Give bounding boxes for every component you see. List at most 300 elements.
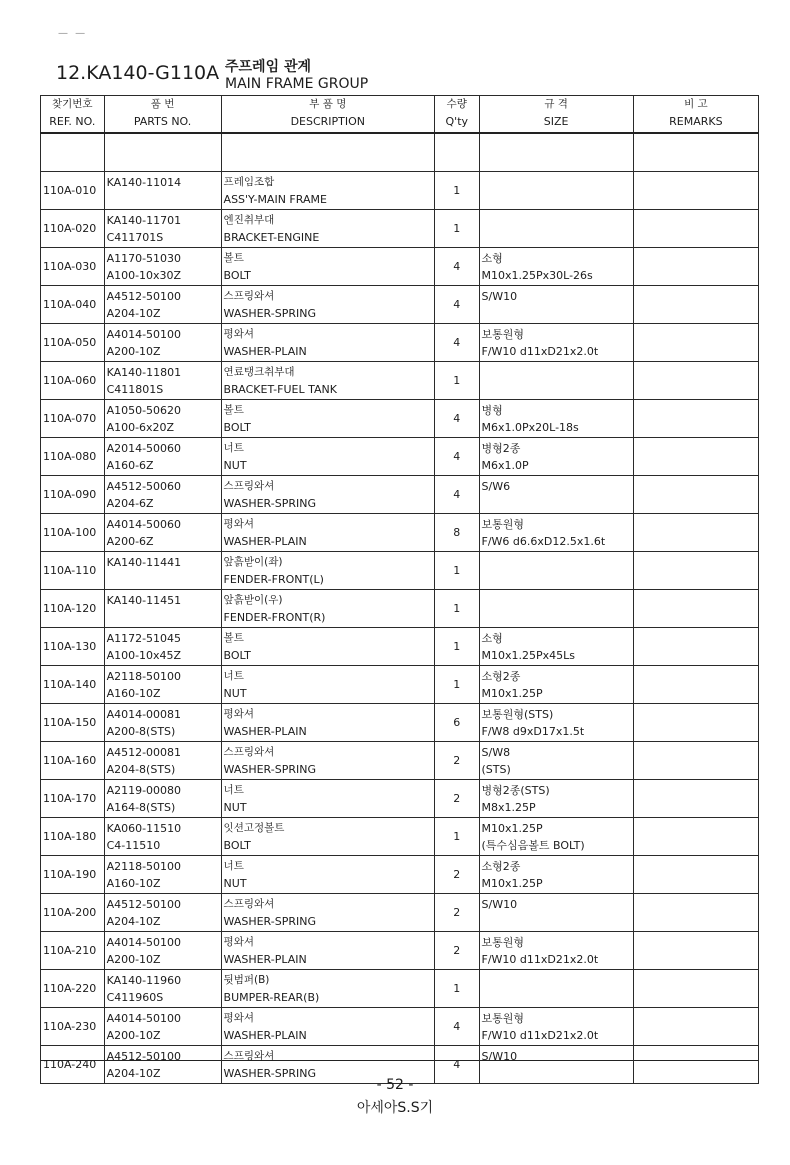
table-row — [41, 551, 759, 589]
remarks-cell — [633, 361, 758, 399]
parts-no-cell — [104, 551, 221, 589]
col-header-size: 규 격 SIZE — [479, 96, 633, 134]
ref-no-cell: 110A-110 — [41, 551, 105, 589]
size-line-1: 소형 — [481, 251, 503, 265]
table-row — [41, 969, 759, 1007]
description-english: FENDER-FRONT(R) — [223, 610, 326, 624]
parts-no-secondary — [107, 192, 221, 209]
description-english: BRACKET-ENGINE — [223, 230, 320, 244]
size-line-1: 보통원형 — [481, 327, 525, 341]
description-english: WASHER-PLAIN — [223, 952, 307, 966]
description-english: WASHER-SPRING — [223, 306, 316, 320]
description-korean: 스프링와셔 — [223, 897, 275, 910]
table-row — [41, 513, 759, 551]
size-line-2: F/W6 d6.6xD12.5x1.6t — [481, 534, 606, 548]
size-line-1: S/W10 — [481, 1049, 518, 1063]
parts-no-secondary: A100-6x20Z — [106, 420, 175, 434]
qty-cell: 1 — [435, 551, 479, 589]
description-cell — [221, 855, 435, 893]
parts-no-secondary — [107, 610, 221, 627]
table-row — [41, 665, 759, 703]
table-row — [41, 247, 759, 285]
parts-no-secondary: A164-8(STS) — [106, 800, 176, 814]
ref-no-cell: 110A-180 — [41, 817, 105, 855]
parts-no-primary: A4512-50100 — [106, 1049, 182, 1063]
table-row — [41, 817, 759, 855]
col-header-ref: 찾기번호 REF. NO. — [41, 96, 105, 134]
description-english: WASHER-PLAIN — [223, 344, 307, 358]
size-line-1: S/W8 — [481, 745, 511, 759]
description-korean: 연료탱크취부대 — [223, 365, 295, 378]
parts-no-primary: A4512-50100 — [106, 289, 182, 303]
parts-no-primary: KA140-11441 — [106, 555, 182, 569]
description-english: NUT — [223, 458, 247, 472]
size-line-1 — [482, 365, 633, 382]
size-cell — [479, 741, 633, 779]
table-row — [41, 893, 759, 931]
parts-no-primary: KA140-11014 — [106, 175, 182, 189]
parts-no-cell — [104, 665, 221, 703]
group-title-english: MAIN FRAME GROUP — [225, 76, 369, 92]
parts-no-cell — [104, 779, 221, 817]
table-row — [41, 779, 759, 817]
description-korean: 앞흙받이(우) — [223, 593, 283, 606]
parts-no-cell — [104, 969, 221, 1007]
parts-no-secondary — [107, 572, 221, 589]
qty-cell: 4 — [435, 475, 479, 513]
size-line-2: F/W8 d9xD17x1.5t — [481, 724, 585, 738]
col-header-description: 부 품 명 DESCRIPTION — [221, 96, 435, 134]
description-english: NUT — [223, 876, 247, 890]
size-cell — [479, 893, 633, 931]
parts-no-cell — [104, 703, 221, 741]
size-cell — [479, 665, 633, 703]
qty-cell: 2 — [435, 779, 479, 817]
size-cell — [479, 437, 633, 475]
remarks-cell — [633, 589, 758, 627]
description-korean: 스프링와셔 — [223, 745, 275, 758]
parts-table — [40, 95, 759, 1084]
description-cell — [221, 627, 435, 665]
parts-no-cell — [104, 817, 221, 855]
remarks-cell — [633, 323, 758, 361]
description-korean: 평와셔 — [223, 327, 254, 340]
size-line-1: 소형 — [481, 631, 503, 645]
table-row — [41, 171, 759, 209]
table-row — [41, 209, 759, 247]
qty-cell: 4 — [435, 247, 479, 285]
remarks-cell — [633, 627, 758, 665]
description-korean: 볼트 — [223, 251, 244, 264]
parts-no-cell — [104, 589, 221, 627]
ref-no-cell: 110A-040 — [41, 285, 105, 323]
size-cell — [479, 627, 633, 665]
parts-no-cell — [104, 931, 221, 969]
size-line-1: 병형2종 — [481, 441, 521, 455]
remarks-cell — [633, 817, 758, 855]
qty-cell: 1 — [435, 627, 479, 665]
description-cell — [221, 171, 435, 209]
parts-no-cell — [104, 741, 221, 779]
qty-cell: 4 — [435, 1007, 479, 1045]
description-cell — [221, 703, 435, 741]
description-korean: 스프링와셔 — [223, 1049, 275, 1062]
parts-no-primary: A4512-50100 — [106, 897, 182, 911]
qty-cell: 4 — [435, 399, 479, 437]
size-line-1 — [482, 213, 633, 230]
table-row — [41, 1007, 759, 1045]
description-cell — [221, 817, 435, 855]
size-line-2: M10x1.25P — [481, 876, 543, 890]
table-row — [41, 399, 759, 437]
top-dash-mark: — — — [58, 28, 88, 39]
remarks-cell — [633, 969, 758, 1007]
size-cell — [479, 171, 633, 209]
description-cell — [221, 323, 435, 361]
parts-no-cell — [104, 627, 221, 665]
description-korean: 엔진취부대 — [223, 213, 275, 226]
group-title-korean: 주프레임 관계 — [225, 59, 312, 75]
size-line-2 — [482, 306, 633, 323]
size-line-1: S/W6 — [481, 479, 511, 493]
size-line-1 — [482, 973, 633, 990]
table-row — [41, 931, 759, 969]
ref-no-cell: 110A-020 — [41, 209, 105, 247]
size-line-1 — [482, 593, 633, 610]
header-spacer-row — [41, 133, 759, 171]
size-line-1 — [482, 175, 633, 192]
size-line-2: F/W10 d11xD21x2.0t — [481, 952, 599, 966]
page-number: - 52 - — [376, 1077, 414, 1093]
parts-no-cell — [104, 893, 221, 931]
ref-no-cell: 110A-220 — [41, 969, 105, 1007]
description-korean: 평와셔 — [223, 707, 254, 720]
ref-no-cell: 110A-230 — [41, 1007, 105, 1045]
parts-no-primary: A4014-50100 — [106, 327, 182, 341]
remarks-cell — [633, 475, 758, 513]
description-korean: 프레임조합 — [223, 175, 275, 188]
ref-no-cell: 110A-030 — [41, 247, 105, 285]
ref-no-cell: 110A-140 — [41, 665, 105, 703]
size-cell — [479, 209, 633, 247]
qty-cell: 2 — [435, 893, 479, 931]
parts-table-body — [41, 133, 759, 1083]
parts-no-primary: KA140-11451 — [106, 593, 182, 607]
size-line-2 — [482, 572, 633, 589]
size-line-2: M6x1.0P — [481, 458, 529, 472]
ref-no-cell: 110A-050 — [41, 323, 105, 361]
qty-cell: 4 — [435, 1045, 479, 1083]
parts-no-secondary: C411701S — [106, 230, 164, 244]
size-line-1: 소형2종 — [481, 859, 521, 873]
ref-no-cell: 110A-190 — [41, 855, 105, 893]
description-english: WASHER-PLAIN — [223, 1028, 307, 1042]
description-english: WASHER-SPRING — [223, 762, 316, 776]
parts-no-secondary: A160-10Z — [106, 876, 161, 890]
parts-no-primary: A4014-00081 — [106, 707, 182, 721]
description-cell — [221, 285, 435, 323]
remarks-cell — [633, 931, 758, 969]
remarks-cell — [633, 437, 758, 475]
description-cell — [221, 475, 435, 513]
description-cell — [221, 437, 435, 475]
description-english: WASHER-PLAIN — [223, 534, 307, 548]
ref-no-cell: 110A-240 — [41, 1045, 105, 1083]
qty-cell: 8 — [435, 513, 479, 551]
description-cell — [221, 969, 435, 1007]
remarks-cell — [633, 399, 758, 437]
parts-no-secondary: C4-11510 — [106, 838, 161, 852]
parts-no-secondary: A200-6Z — [106, 534, 154, 548]
size-line-1: 소형2종 — [481, 669, 521, 683]
qty-cell: 4 — [435, 285, 479, 323]
parts-no-secondary: A200-10Z — [106, 1028, 161, 1042]
description-cell — [221, 209, 435, 247]
description-korean: 뒷범퍼(B) — [223, 973, 270, 986]
parts-no-primary: A4512-00081 — [106, 745, 182, 759]
description-english: WASHER-SPRING — [223, 914, 316, 928]
description-english: NUT — [223, 686, 247, 700]
size-cell — [479, 285, 633, 323]
size-line-1: 보통원형(STS) — [481, 707, 554, 721]
size-line-1: 병형2종(STS) — [481, 783, 550, 797]
size-cell — [479, 361, 633, 399]
description-korean: 평와셔 — [223, 517, 254, 530]
parts-no-cell — [104, 323, 221, 361]
description-cell — [221, 1007, 435, 1045]
description-english: FENDER-FRONT(L) — [223, 572, 324, 586]
table-row — [41, 741, 759, 779]
ref-no-cell: 110A-160 — [41, 741, 105, 779]
size-line-2 — [482, 382, 633, 399]
parts-no-primary: A4512-50060 — [106, 479, 182, 493]
table-row — [41, 703, 759, 741]
remarks-cell — [633, 665, 758, 703]
description-korean: 스프링와셔 — [223, 479, 275, 492]
size-line-1: M10x1.25P — [481, 821, 543, 835]
remarks-cell — [633, 703, 758, 741]
description-korean: 너트 — [223, 669, 244, 682]
parts-no-primary: A2014-50060 — [106, 441, 182, 455]
size-line-2 — [482, 496, 633, 513]
remarks-cell — [633, 551, 758, 589]
qty-cell: 1 — [435, 969, 479, 1007]
description-korean: 너트 — [223, 783, 244, 796]
parts-no-primary: A1050-50620 — [106, 403, 182, 417]
ref-no-cell: 110A-090 — [41, 475, 105, 513]
remarks-cell — [633, 285, 758, 323]
size-line-2 — [482, 230, 633, 247]
group-code-title: 12.KA140-G110A — [56, 62, 220, 84]
description-english: ASS'Y-MAIN FRAME — [223, 192, 327, 206]
parts-no-cell — [104, 285, 221, 323]
table-row — [41, 627, 759, 665]
qty-cell: 1 — [435, 361, 479, 399]
parts-no-secondary: A204-6Z — [106, 496, 154, 510]
remarks-cell — [633, 779, 758, 817]
table-row — [41, 437, 759, 475]
description-korean: 스프링와셔 — [223, 289, 275, 302]
description-korean: 평와셔 — [223, 1011, 254, 1024]
parts-no-secondary: A204-10Z — [106, 306, 161, 320]
description-cell — [221, 513, 435, 551]
remarks-cell — [633, 513, 758, 551]
description-english: BOLT — [223, 268, 251, 282]
table-row — [41, 361, 759, 399]
parts-no-primary: A2119-00080 — [106, 783, 182, 797]
table-row — [41, 285, 759, 323]
col-header-remarks: 비 고 REMARKS — [633, 96, 758, 134]
description-english: BOLT — [223, 838, 251, 852]
description-korean: 볼트 — [223, 631, 244, 644]
size-line-2 — [482, 192, 633, 209]
size-line-2 — [482, 610, 633, 627]
description-cell — [221, 741, 435, 779]
description-english: WASHER-SPRING — [223, 1066, 316, 1080]
description-english: BOLT — [223, 648, 251, 662]
description-english: BRACKET-FUEL TANK — [223, 382, 337, 396]
parts-no-cell — [104, 171, 221, 209]
description-cell — [221, 399, 435, 437]
parts-no-primary: KA140-11960 — [106, 973, 182, 987]
ref-no-cell: 110A-150 — [41, 703, 105, 741]
remarks-cell — [633, 741, 758, 779]
ref-no-cell: 110A-100 — [41, 513, 105, 551]
description-korean: 평와셔 — [223, 935, 254, 948]
description-cell — [221, 589, 435, 627]
size-cell — [479, 589, 633, 627]
table-row — [41, 323, 759, 361]
size-cell — [479, 931, 633, 969]
size-line-1: 보통원형 — [481, 935, 525, 949]
size-line-1: 보통원형 — [481, 517, 525, 531]
parts-no-secondary: A100-10x45Z — [106, 648, 182, 662]
parts-no-secondary: C411801S — [106, 382, 164, 396]
ref-no-cell: 110A-060 — [41, 361, 105, 399]
parts-no-secondary: C411960S — [106, 990, 164, 1004]
parts-no-secondary: A200-8(STS) — [106, 724, 176, 738]
size-cell — [479, 969, 633, 1007]
ref-no-cell: 110A-070 — [41, 399, 105, 437]
remarks-cell — [633, 171, 758, 209]
size-line-2: M6x1.0Px20L-18s — [481, 420, 579, 434]
qty-cell: 1 — [435, 817, 479, 855]
description-cell — [221, 551, 435, 589]
size-line-2: (특수심음볼트 BOLT) — [481, 838, 585, 852]
qty-cell: 1 — [435, 589, 479, 627]
remarks-cell — [633, 209, 758, 247]
parts-no-primary: KA140-11701 — [106, 213, 182, 227]
parts-no-cell — [104, 361, 221, 399]
ref-no-cell: 110A-080 — [41, 437, 105, 475]
size-line-1: S/W10 — [481, 289, 518, 303]
parts-no-secondary: A100-10x30Z — [106, 268, 182, 282]
parts-no-primary: A2118-50100 — [106, 669, 182, 683]
parts-no-cell — [104, 399, 221, 437]
col-header-qty: 수량 Q'ty — [435, 96, 479, 134]
parts-no-primary: A1170-51030 — [106, 251, 182, 265]
size-line-2: M10x1.25Px30L-26s — [481, 268, 593, 282]
col-header-parts: 품 번 PARTS NO. — [104, 96, 221, 134]
description-korean: 잇션고정볼트 — [223, 821, 285, 834]
parts-no-secondary: A204-10Z — [106, 914, 161, 928]
qty-cell: 1 — [435, 209, 479, 247]
size-line-1 — [482, 555, 633, 572]
description-english: BOLT — [223, 420, 251, 434]
qty-cell: 4 — [435, 437, 479, 475]
remarks-cell — [633, 855, 758, 893]
qty-cell: 2 — [435, 931, 479, 969]
description-korean: 너트 — [223, 441, 244, 454]
parts-no-secondary: A160-6Z — [106, 458, 154, 472]
size-line-2 — [482, 914, 633, 931]
description-cell — [221, 665, 435, 703]
description-cell — [221, 247, 435, 285]
ref-no-cell: 110A-170 — [41, 779, 105, 817]
size-line-2: M8x1.25P — [481, 800, 536, 814]
ref-no-cell: 110A-120 — [41, 589, 105, 627]
size-cell — [479, 703, 633, 741]
parts-no-cell — [104, 1007, 221, 1045]
ref-no-cell: 110A-010 — [41, 171, 105, 209]
description-korean: 앞흙받이(좌) — [223, 555, 283, 568]
company-name: 아세아S.S기 — [356, 1100, 434, 1116]
table-row — [41, 589, 759, 627]
parts-no-secondary: A204-10Z — [106, 1066, 161, 1080]
size-line-2: F/W10 d11xD21x2.0t — [481, 344, 599, 358]
remarks-cell — [633, 893, 758, 931]
parts-no-cell — [104, 209, 221, 247]
table-header-row — [41, 96, 759, 134]
remarks-cell — [633, 1007, 758, 1045]
parts-no-cell — [104, 855, 221, 893]
qty-cell: 1 — [435, 171, 479, 209]
parts-no-primary: KA060-11510 — [106, 821, 182, 835]
qty-cell: 1 — [435, 665, 479, 703]
size-line-1: S/W10 — [481, 897, 518, 911]
size-cell — [479, 399, 633, 437]
description-english: BUMPER-REAR(B) — [223, 990, 320, 1004]
description-cell — [221, 361, 435, 399]
parts-no-primary: A1172-51045 — [106, 631, 182, 645]
parts-no-cell — [104, 513, 221, 551]
size-cell — [479, 855, 633, 893]
qty-cell: 4 — [435, 323, 479, 361]
description-english: NUT — [223, 800, 247, 814]
size-cell — [479, 551, 633, 589]
size-line-2: M10x1.25Px45Ls — [481, 648, 575, 662]
size-cell — [479, 779, 633, 817]
parts-no-cell — [104, 475, 221, 513]
ref-no-cell: 110A-210 — [41, 931, 105, 969]
description-korean: 너트 — [223, 859, 244, 872]
parts-no-secondary: A200-10Z — [106, 344, 161, 358]
description-korean: 볼트 — [223, 403, 244, 416]
description-cell — [221, 779, 435, 817]
size-cell — [479, 513, 633, 551]
size-cell — [479, 247, 633, 285]
parts-no-secondary: A160-10Z — [106, 686, 161, 700]
parts-no-primary: KA140-11801 — [106, 365, 182, 379]
size-cell — [479, 1007, 633, 1045]
table-row — [41, 855, 759, 893]
parts-no-primary: A4014-50100 — [106, 935, 182, 949]
parts-no-secondary: A204-8(STS) — [106, 762, 176, 776]
parts-no-secondary: A200-10Z — [106, 952, 161, 966]
ref-no-cell: 110A-130 — [41, 627, 105, 665]
parts-no-primary: A4014-50100 — [106, 1011, 182, 1025]
ref-no-cell: 110A-200 — [41, 893, 105, 931]
